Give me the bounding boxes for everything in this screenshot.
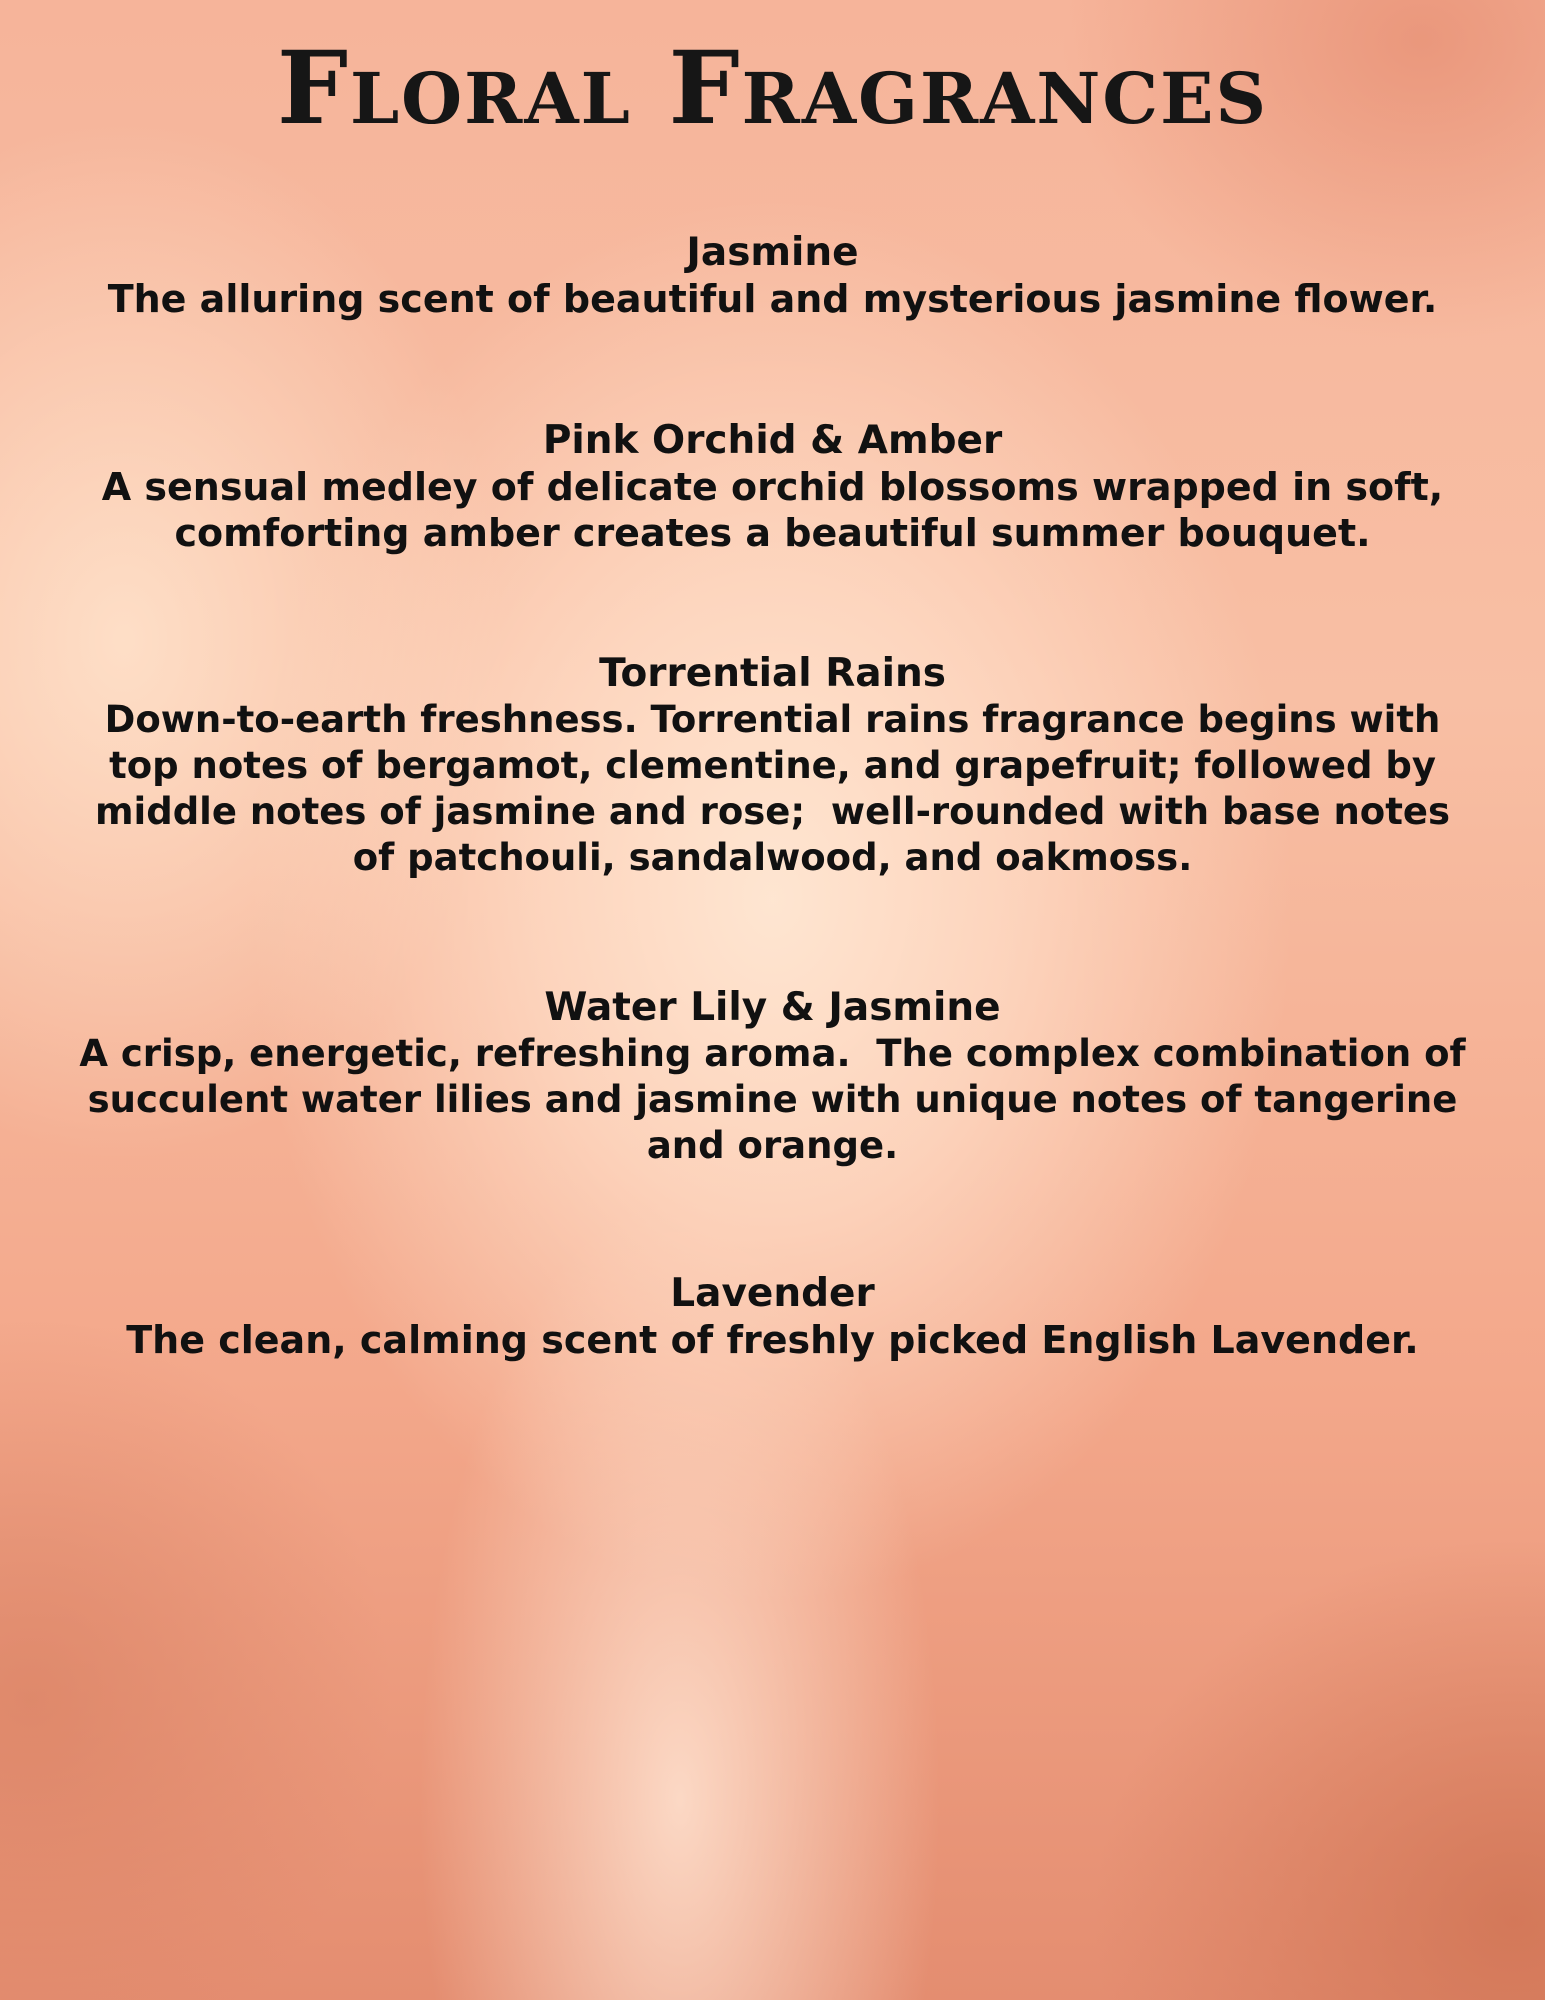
description-line: comforting amber creates a beautiful summer bouquet. <box>174 511 1371 555</box>
fragrance-description <box>70 697 1475 881</box>
fragrance-entry-jasmine <box>70 230 1475 322</box>
fragrance-description <box>70 464 1475 556</box>
description-line: A crisp, energetic, refreshing aroma. The complex combination of <box>79 1032 1466 1075</box>
fragrance-name: Jasmine <box>686 230 859 275</box>
page-title: Floral Fragrances <box>276 29 1269 147</box>
fragrance-description <box>70 1317 1475 1363</box>
fragrance-description <box>70 276 1475 322</box>
description-line: middle notes of jasmine and rose; well-rounded with base notes <box>94 790 1451 833</box>
description-line: A sensual medley of delicate orchid blossoms wrapped in soft, <box>101 465 1444 509</box>
fragrance-name: Water Lily & Jasmine <box>544 985 1001 1030</box>
description-line: The alluring scent of beautiful and mysterious jasmine flower. <box>107 277 1438 321</box>
fragrance-description <box>70 1031 1475 1169</box>
description-line: The clean, calming scent of freshly picked English Lavender. <box>126 1318 1419 1362</box>
description-line: and orange. <box>646 1124 899 1167</box>
description-line: Down-to-earth freshness. Torrential rains fragrance begins with <box>104 698 1441 741</box>
description-line: top notes of bergamot, clementine, and grapefruit; followed by <box>109 744 1436 787</box>
fragrance-name: Torrential Rains <box>599 651 946 696</box>
fragrance-name: Pink Orchid & Amber <box>542 418 1003 463</box>
fragrance-entry-torrential-rains <box>70 651 1475 881</box>
fragrance-entry-pink-orchid-amber <box>70 418 1475 556</box>
description-line: of patchouli, sandalwood, and oakmoss. <box>352 836 1193 879</box>
description-line: succulent water lilies and jasmine with unique notes of tangerine <box>87 1078 1458 1121</box>
fragrance-name: Lavender <box>670 1271 875 1316</box>
fragrance-entry-water-lily-jasmine <box>70 985 1475 1169</box>
fragrance-entry-lavender <box>70 1271 1475 1363</box>
